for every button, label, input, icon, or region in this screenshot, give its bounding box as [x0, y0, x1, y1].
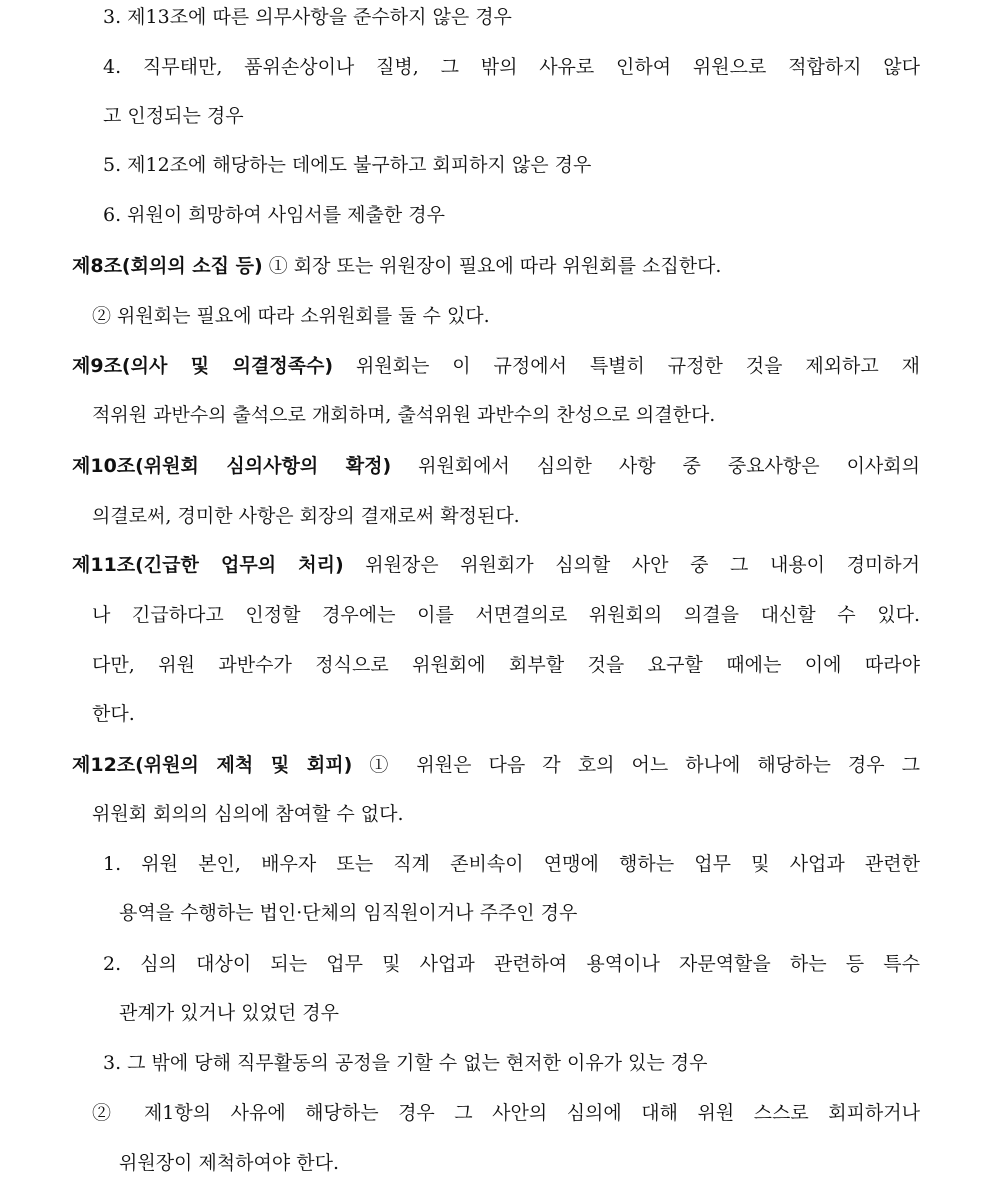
item-3: 3. 제13조에 따른 의무사항을 준수하지 않은 경우	[103, 6, 512, 28]
article-12-item-2-cont: 관계가 있거나 있었던 경우	[119, 1002, 340, 1024]
article-12-title: 제12조(위원의 제척 및 회피)	[72, 754, 353, 776]
article-8-para-1: ① 회장 또는 위원장이 필요에 따라 위원회를 소집한다.	[268, 255, 722, 277]
article-9	[72, 354, 920, 378]
article-11-text: 위원장은 위원회가 심의할 사안 중 그 내용이 경미하거	[365, 554, 920, 576]
article-9-title: 제9조(의사 및 의결정족수)	[72, 355, 334, 377]
article-12-para-1-cont: 위원회 회의의 심의에 참여할 수 없다.	[92, 803, 404, 825]
article-10-text: 위원회에서 심의한 사항 중 중요사항은 이사회의	[418, 455, 920, 477]
article-11-text-cont-2: 다만, 위원 과반수가 정식으로 위원회에 회부할 것을 요구할 때에는 이에 따라야	[92, 654, 920, 676]
article-11-text-cont-3: 한다.	[92, 703, 135, 725]
article-12-para-2-cont: 위원장이 제척하여야 한다.	[119, 1152, 340, 1174]
article-12-para-2: ② 제1항의 사유에 해당하는 경우 그 사안의 심의에 대해 위원 스스로 회피하거나	[92, 1102, 920, 1124]
article-9-text-cont: 적위원 과반수의 출석으로 개회하며, 출석위원 과반수의 찬성으로 의결한다.	[92, 404, 716, 426]
article-8	[72, 254, 721, 278]
article-12	[72, 753, 920, 777]
article-12-para-1: ① 위원은 다음 각 호의 어느 하나에 해당하는 경우 그	[369, 754, 920, 776]
article-10	[72, 454, 920, 478]
article-11-text-cont-1: 나 긴급하다고 인정할 경우에는 이를 서면결의로 위원회의 의결을 대신할 수 있다.	[92, 604, 920, 626]
article-10-title: 제10조(위원회 심의사항의 확정)	[72, 455, 392, 477]
article-10-text-cont: 의결로써, 경미한 사항은 회장의 결재로써 확정된다.	[92, 505, 520, 527]
article-12-item-2: 2. 심의 대상이 되는 업무 및 사업과 관련하여 용역이나 자문역할을 하는 등 특수	[103, 953, 920, 975]
article-11	[72, 553, 920, 577]
article-12-item-3: 3. 그 밖에 당해 직무활동의 공정을 기할 수 없는 현저한 이유가 있는 경우	[103, 1052, 708, 1074]
item-6: 6. 위원이 희망하여 사임서를 제출한 경우	[103, 204, 445, 226]
article-12-item-1-cont: 용역을 수행하는 법인·단체의 임직원이거나 주주인 경우	[119, 902, 578, 924]
article-8-title: 제8조(회의의 소집 등)	[72, 255, 263, 277]
article-11-title: 제11조(긴급한 업무의 처리)	[72, 554, 344, 576]
article-12-item-1: 1. 위원 본인, 배우자 또는 직계 존비속이 연맹에 행하는 업무 및 사업과 관련한	[103, 853, 920, 875]
item-5: 5. 제12조에 해당하는 데에도 불구하고 회피하지 않은 경우	[103, 154, 592, 176]
article-8-para-2: ② 위원회는 필요에 따라 소위원회를 둘 수 있다.	[92, 305, 490, 327]
article-9-text: 위원회는 이 규정에서 특별히 규정한 것을 제외하고 재	[355, 355, 920, 377]
item-4-cont: 고 인정되는 경우	[103, 105, 244, 127]
item-4: 4. 직무태만, 품위손상이나 질병, 그 밖의 사유로 인하여 위원으로 적합하지 않다	[103, 56, 920, 78]
